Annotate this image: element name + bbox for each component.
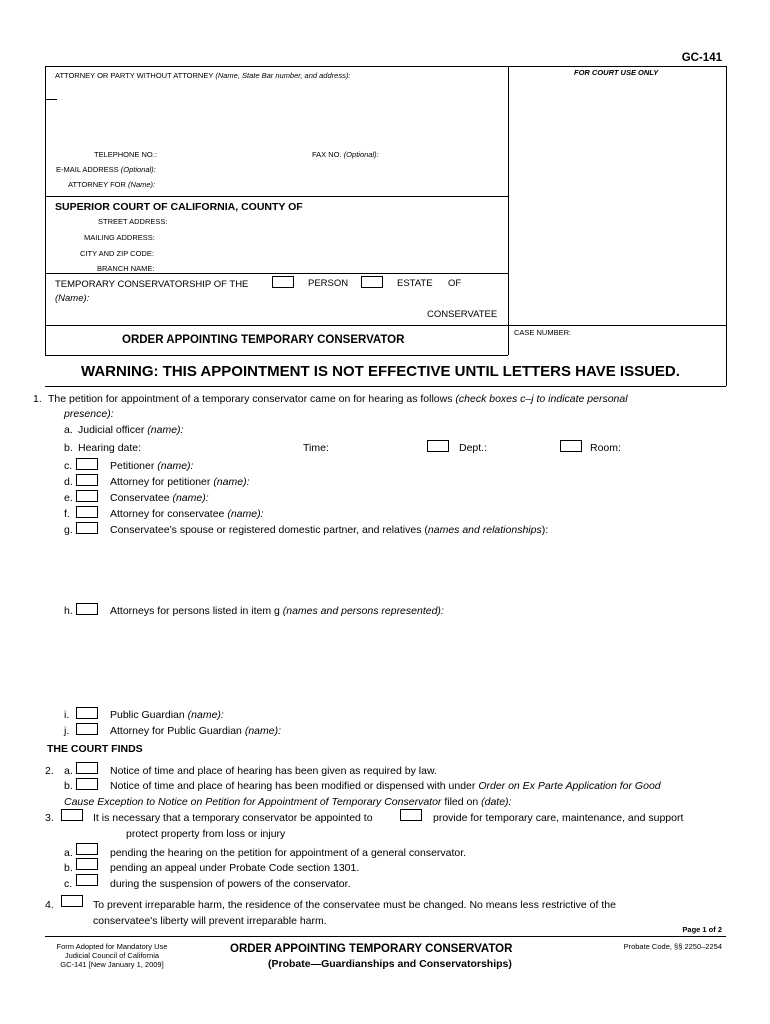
title-bottom-rule bbox=[45, 355, 508, 356]
item1i-label: i. bbox=[64, 709, 70, 721]
item2b-text: Notice of time and place of hearing has been modified or dispensed with under Order on Ex Parte Application for Good bbox=[110, 780, 661, 792]
item1i-text: Public Guardian (name): bbox=[110, 709, 224, 721]
item1d-text: Attorney for petitioner (name): bbox=[110, 476, 250, 488]
header-divider-rule bbox=[508, 66, 509, 355]
email-label: E-MAIL ADDRESS (Optional): bbox=[56, 165, 156, 174]
adopted-line3: GC-141 [New January 1, 2009] bbox=[60, 960, 164, 969]
temp-conservator-necessary-checkbox[interactable] bbox=[61, 809, 83, 821]
header-right-rule bbox=[726, 66, 727, 386]
dept-checkbox[interactable] bbox=[427, 440, 449, 452]
relatives-checkbox[interactable] bbox=[76, 522, 98, 534]
mailing-address-label: MAILING ADDRESS: bbox=[84, 233, 155, 242]
warning-banner: WARNING: THIS APPOINTMENT IS NOT EFFECTIVE UNTIL LETTERS HAVE ISSUED. bbox=[81, 363, 680, 380]
attorney-label: ATTORNEY OR PARTY WITHOUT ATTORNEY (Name, State Bar number, and address): bbox=[55, 71, 351, 80]
item3-text-cont: protect property from loss or injury bbox=[126, 828, 286, 840]
item2a-text: Notice of time and place of hearing has been given as required by law. bbox=[110, 765, 437, 777]
item3a-label: a. bbox=[64, 847, 73, 859]
attorney-tick bbox=[45, 99, 57, 100]
fax-label: FAX NO. (Optional): bbox=[312, 150, 379, 159]
item1j-label: j. bbox=[64, 725, 70, 737]
footer-rule bbox=[45, 936, 726, 937]
public-guardian-checkbox[interactable] bbox=[76, 707, 98, 719]
item2a-label: a. bbox=[64, 765, 73, 777]
item3-text-right: provide for temporary care, maintenance, and support bbox=[433, 812, 684, 824]
adopted-line2: Judicial Council of California bbox=[64, 951, 160, 960]
item3c-label: c. bbox=[64, 878, 73, 890]
estate-checkbox[interactable] bbox=[361, 276, 383, 288]
court-title: SUPERIOR COURT OF CALIFORNIA, COUNTY OF bbox=[55, 201, 303, 213]
petitioner-checkbox[interactable] bbox=[76, 458, 98, 470]
footer-subtitle: (Probate—Guardianships and Conservatorships) bbox=[268, 958, 512, 970]
person-label: PERSON bbox=[308, 278, 349, 289]
conservatee-checkbox[interactable] bbox=[76, 490, 98, 502]
title-top-rule bbox=[45, 325, 726, 326]
notice-modified-checkbox[interactable] bbox=[76, 778, 98, 790]
item3c-text: during the suspension of powers of the conservator. bbox=[110, 878, 351, 890]
item3-text: It is necessary that a temporary conservator be appointed to bbox=[93, 812, 373, 824]
item1b-label: b. bbox=[64, 442, 73, 454]
case-number-label: CASE NUMBER: bbox=[514, 328, 572, 337]
item1-text: The petition for appointment of a temporary conservator came on for hearing as follows (check boxes c–j to indicate personal bbox=[48, 393, 628, 405]
item1-number: 1. bbox=[33, 393, 42, 405]
conservatee-label: CONSERVATEE bbox=[427, 309, 498, 320]
item1c-label: c. bbox=[64, 460, 73, 472]
order-title: ORDER APPOINTING TEMPORARY CONSERVATOR bbox=[122, 334, 405, 346]
item1d-label: d. bbox=[64, 476, 73, 488]
item3-number: 3. bbox=[45, 812, 54, 824]
court-top-rule bbox=[45, 196, 508, 197]
item1h-label: h. bbox=[64, 605, 73, 617]
city-zip-label: CITY AND ZIP CODE: bbox=[80, 249, 154, 258]
item4-number: 4. bbox=[45, 899, 54, 911]
caption-name-label: (Name): bbox=[55, 293, 90, 304]
item2b-text-cont: Cause Exception to Notice on Petition for Appointment of Temporary Conservator filed on (date): bbox=[64, 796, 512, 808]
estate-label: ESTATE bbox=[397, 278, 433, 289]
item1h-text: Attorneys for persons listed in item g (names and persons represented): bbox=[110, 605, 444, 617]
caption-top-rule bbox=[45, 273, 508, 274]
item1f-label: f. bbox=[64, 508, 70, 520]
item1e-text: Conservatee (name): bbox=[110, 492, 209, 504]
person-checkbox[interactable] bbox=[272, 276, 294, 288]
attorney-conservatee-checkbox[interactable] bbox=[76, 506, 98, 518]
dept-label: Dept.: bbox=[459, 442, 488, 454]
item1f-text: Attorney for conservatee (name): bbox=[110, 508, 264, 520]
footer-title: ORDER APPOINTING TEMPORARY CONSERVATOR bbox=[230, 943, 513, 955]
room-label: Room: bbox=[590, 442, 621, 454]
suspension-checkbox[interactable] bbox=[76, 874, 98, 886]
room-checkbox[interactable] bbox=[560, 440, 582, 452]
page-number: Page 1 of 2 bbox=[682, 925, 722, 934]
item3b-text: pending an appeal under Probate Code section 1301. bbox=[110, 862, 360, 874]
attorney-for-label: ATTORNEY FOR (Name): bbox=[68, 180, 156, 189]
item1g-label: g. bbox=[64, 524, 73, 536]
item1-text-cont: presence): bbox=[64, 408, 114, 420]
form-number: GC-141 bbox=[681, 52, 722, 64]
court-use-label: FOR COURT USE ONLY bbox=[574, 68, 659, 77]
item1a-text: Judicial officer (name): bbox=[78, 424, 184, 436]
probate-code-ref: Probate Code, §§ 2250–2254 bbox=[623, 942, 722, 951]
care-support-checkbox[interactable] bbox=[400, 809, 422, 821]
telephone-label: TELEPHONE NO.: bbox=[94, 150, 157, 159]
pending-appeal-checkbox[interactable] bbox=[76, 858, 98, 870]
pending-hearing-checkbox[interactable] bbox=[76, 843, 98, 855]
warning-bottom-rule bbox=[45, 386, 726, 387]
temp-cons-label: TEMPORARY CONSERVATORSHIP OF THE bbox=[55, 279, 249, 290]
adopted-line1: Form Adopted for Mandatory Use bbox=[56, 942, 168, 951]
branch-name-label: BRANCH NAME: bbox=[97, 264, 155, 273]
item1a-label: a. bbox=[64, 424, 73, 436]
item1g-text: Conservatee’s spouse or registered domestic partner, and relatives (names and relationships): bbox=[110, 524, 549, 536]
item2-number: 2. bbox=[45, 765, 54, 777]
item4-text-cont: conservatee's liberty will prevent irreparable harm. bbox=[93, 915, 327, 927]
time-label: Time: bbox=[303, 442, 329, 454]
attorney-public-guardian-checkbox[interactable] bbox=[76, 723, 98, 735]
attorneys-relatives-checkbox[interactable] bbox=[76, 603, 98, 615]
of-label: OF bbox=[448, 278, 462, 289]
residence-change-checkbox[interactable] bbox=[61, 895, 83, 907]
hearing-date-label: Hearing date: bbox=[78, 442, 142, 454]
notice-given-checkbox[interactable] bbox=[76, 762, 98, 774]
item1e-label: e. bbox=[64, 492, 73, 504]
title-left-rule bbox=[45, 325, 46, 355]
item1c-text: Petitioner (name): bbox=[110, 460, 194, 472]
item2b-label: b. bbox=[64, 780, 73, 792]
court-finds-heading: THE COURT FINDS bbox=[47, 743, 143, 755]
item4-text: To prevent irreparable harm, the residence of the conservatee must be changed. No means less restrictive of the bbox=[93, 899, 616, 911]
item1j-text: Attorney for Public Guardian (name): bbox=[110, 725, 282, 737]
header-top-rule bbox=[45, 66, 726, 67]
street-address-label: STREET ADDRESS: bbox=[98, 217, 168, 226]
item3b-label: b. bbox=[64, 862, 73, 874]
attorney-petitioner-checkbox[interactable] bbox=[76, 474, 98, 486]
item3a-text: pending the hearing on the petition for appointment of a general conservator. bbox=[110, 847, 467, 859]
